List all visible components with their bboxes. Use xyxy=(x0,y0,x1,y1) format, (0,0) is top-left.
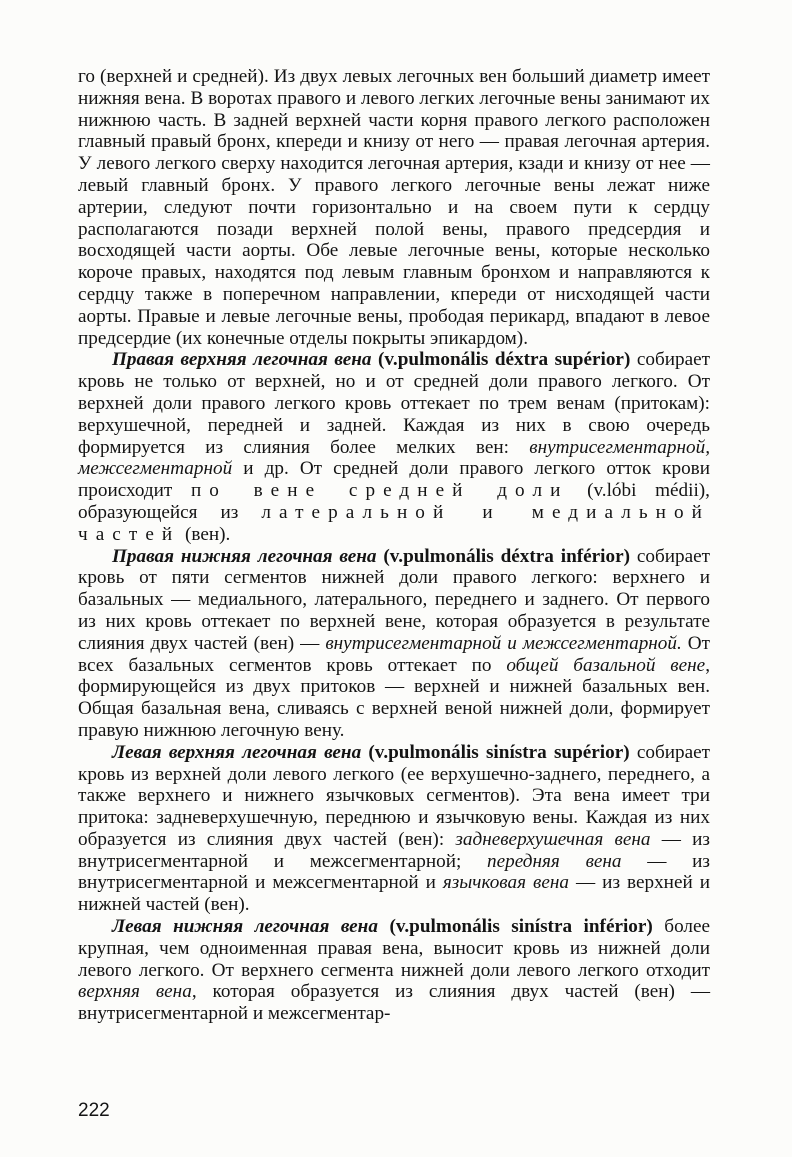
term-heading: Левая верхняя легочная вена xyxy=(112,741,362,763)
latin-term: (v.pulmonális sinístra inférior) xyxy=(389,916,653,938)
text-run: собирает кровь от пяти сегментов нижней доли правого легкого: верхнего и базальных — медиального, латерального, переднего и заднего. От первого из них кровь оттекает по верхней вене, которая образуется в результате слияния двух частей (вен) — xyxy=(78,545,711,654)
text-run: (вен). xyxy=(180,523,231,545)
text-run: — из внутрисегментарной и межсегментарной; xyxy=(78,828,710,872)
text-run: От всех базальных сегментов кровь оттекает по xyxy=(78,632,711,676)
text-run: , формирующейся из двух притоков — верхней и нижней базальных вен. Общая базальная вена, сливаясь с верхней веной нижней доли, формирует правую нижнюю легочную вену. xyxy=(78,654,710,741)
text-run: — из верхней и нижней частей (вен). xyxy=(78,872,711,916)
paragraph-right-superior-vein xyxy=(78,349,710,545)
latin-term: (v.pulmonális déxtra inférior) xyxy=(383,545,630,567)
italic-term: передняя вена xyxy=(487,850,622,872)
latin-term: (v.pulmonális sinístra supérior) xyxy=(368,741,630,763)
italic-term: задневерхушечная вена xyxy=(455,828,651,850)
body-text xyxy=(78,66,710,1025)
italic-term: внутрисегментарной и межсегментарной. xyxy=(325,632,682,654)
term-heading: Правая нижняя легочная вена xyxy=(112,545,377,567)
latin-term: (v.pulmonális déxtra supérior) xyxy=(378,349,631,371)
text-run: собирает кровь не только от верхней, но и от средней доли правого легкого. От верхней доли правого легкого кровь оттекает по трем венам (притокам): верхушечной, передней и задней. Каждая из них в свою очередь формируется из слияния более мелких вен: xyxy=(78,349,711,458)
paragraph-left-superior-vein xyxy=(78,742,710,916)
italic-term: верхняя вена xyxy=(78,981,192,1003)
italic-term: внутрисегментарной, межсегментарной xyxy=(78,436,710,480)
term-heading: Правая верхняя легочная вена xyxy=(112,349,372,371)
spaced-term: латеральной и медиальной частей xyxy=(78,501,710,545)
spaced-term: по вене средней доли xyxy=(190,480,569,502)
text-run: , которая образуется из слияния двух частей (вен) — внутрисегментарной и межсегментар- xyxy=(78,981,711,1025)
page-number: 222 xyxy=(78,1100,110,1121)
italic-term: общей базальной вене xyxy=(506,654,706,676)
italic-term: язычковая вена xyxy=(442,872,569,894)
paragraph-intro: го (верхней и средней). Из двух левых легочных вен больший диаметр имеет нижняя вена. В воротах правого и левого легких легочные вены занимают их нижнюю часть. В задней верхней части корня правого легкого расположен главный правый бронх, кпереди и книзу от него — правая легочная артерия. У левого легкого сверху находится легочная артерия, кзади и книзу от нее — левый главный бронх. У правого легкого легочные вены лежат ниже артерии, следуют почти горизонтально и на своем пути к сердцу располагаются позади верхней полой вены, правого предсердия и восходящей части аорты. Обе левые легочные вены, которые несколько короче правых, находятся под левым главным бронхом и направляются к сердцу также в поперечном направлении, кпереди от нисходящей части аорты. Правые и левые легочные вены, прободая перикард, впадают в левое предсердие (их конечные отделы покрыты эпикардом). xyxy=(78,66,710,349)
paragraph-right-inferior-vein xyxy=(78,546,710,742)
term-heading: Левая нижняя легочная вена xyxy=(112,916,378,938)
text-run: собирает кровь из верхней доли левого легкого (ее верхушечно-заднего, переднего, а также верхнего и нижнего язычковых сегментов). Эта вена имеет три притока: задневерхушечную, переднюю и язычковую вены. Каждая из них образуется из слияния двух частей (вен): xyxy=(78,741,710,850)
text-run: и др. От средней доли правого легкого отток крови происходит xyxy=(78,458,710,502)
paragraph-left-inferior-vein xyxy=(78,916,710,1025)
text-run: — из внутрисегментарной и межсегментарной и xyxy=(78,850,710,894)
text-run: более крупная, чем одноименная правая вена, выносит кровь из нижней доли левого легкого. От верхнего сегмента нижней доли левого легкого отходит xyxy=(78,916,711,981)
text-run: (v.lóbi médii), образующейся из xyxy=(78,480,710,523)
